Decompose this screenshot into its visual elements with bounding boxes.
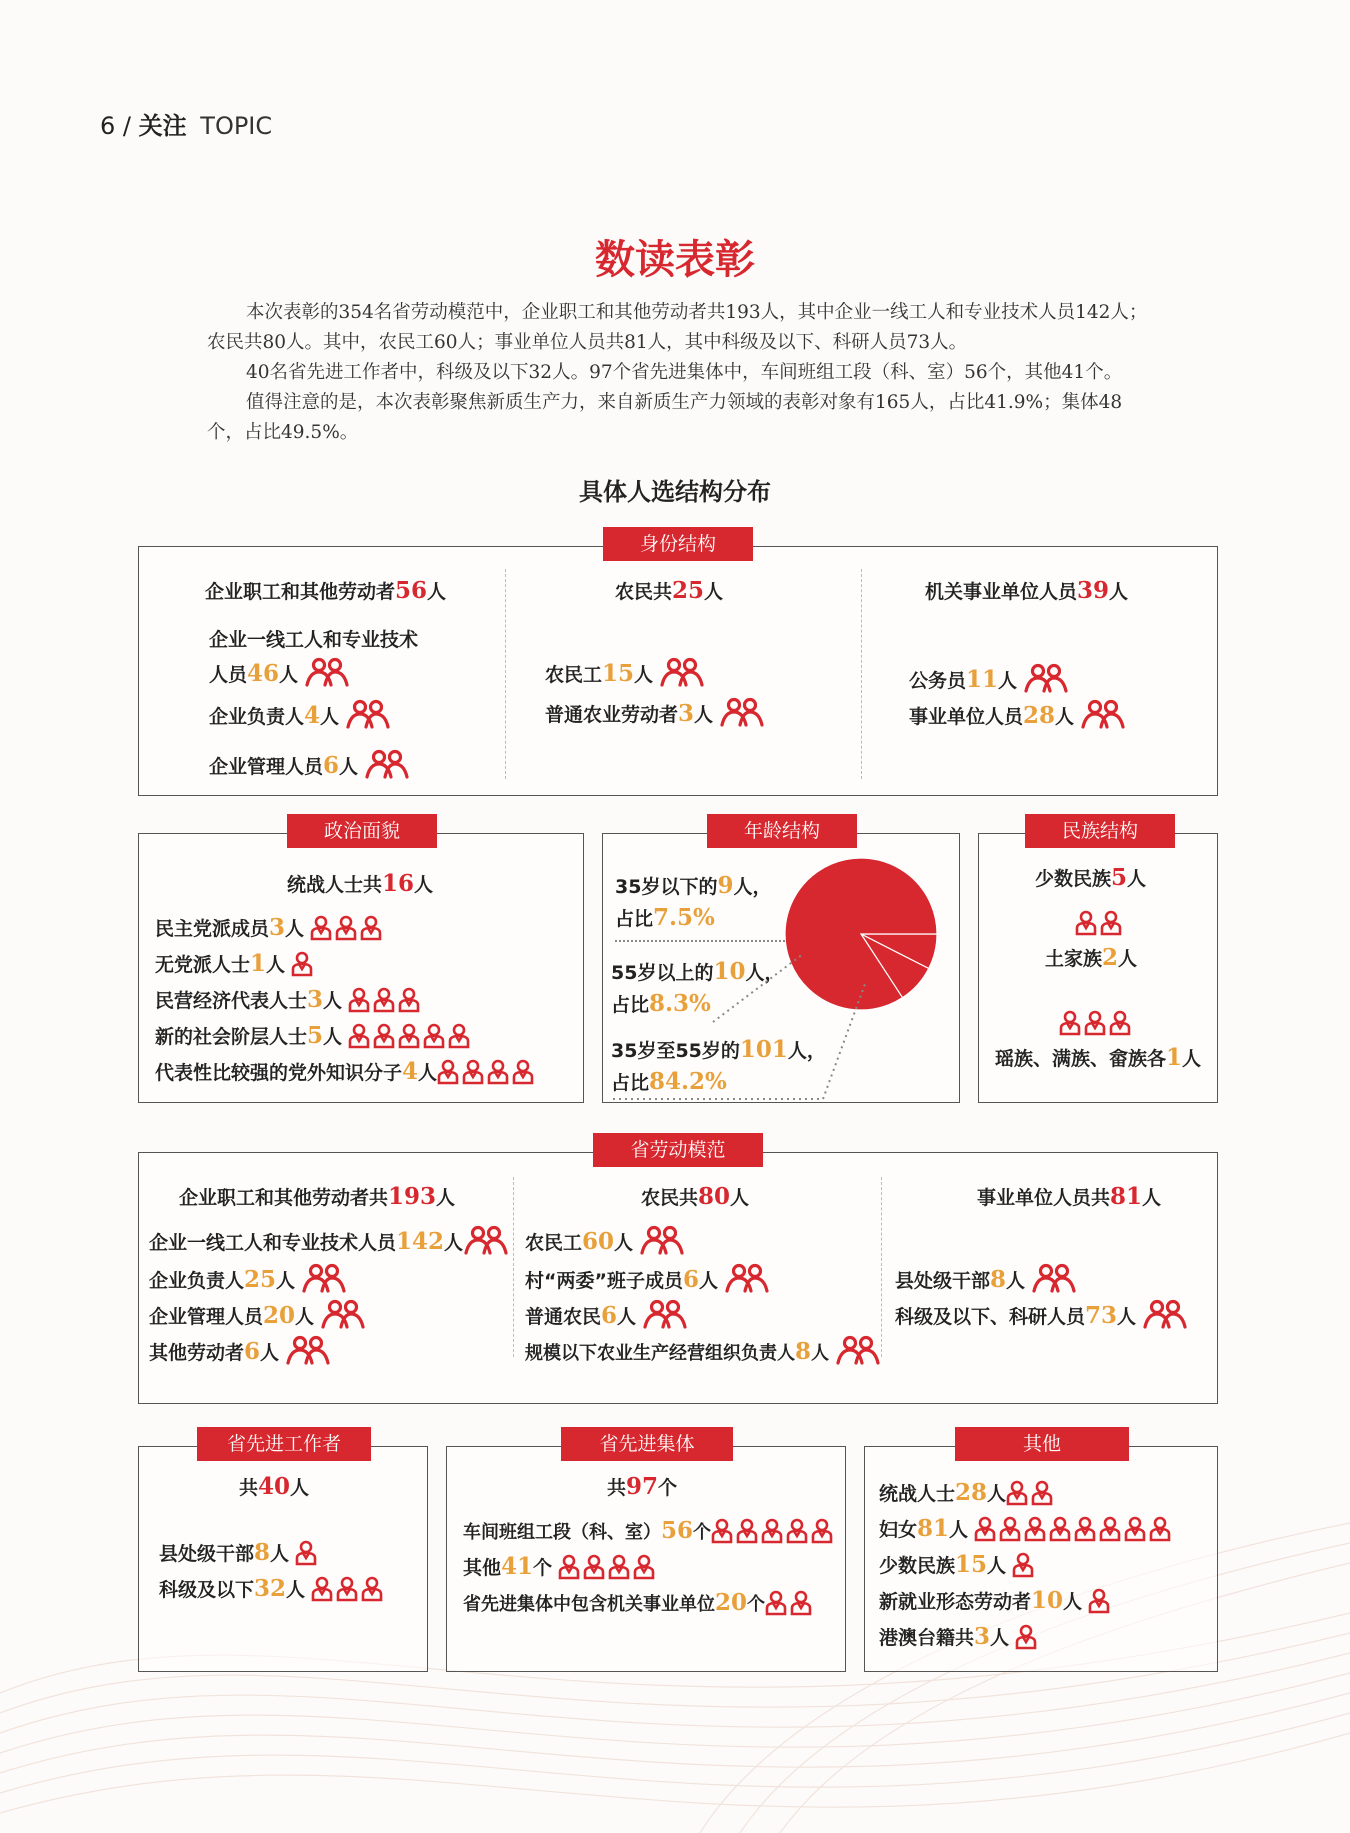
ethnic-head: 少数民族5人: [1035, 864, 1147, 891]
people-pair-icon: [320, 1299, 366, 1329]
person-icon: [291, 951, 313, 977]
labor-model-tab: 省劳动模范: [593, 1133, 763, 1167]
person-icon-group: [291, 951, 316, 977]
person-icon: [311, 1576, 333, 1602]
advanced-collective-item: 省先进集体中包含机关事业单位20个: [463, 1589, 815, 1616]
column-divider: [505, 569, 506, 779]
advanced-collective-head: 共97个: [607, 1473, 678, 1500]
column-divider: [513, 1177, 514, 1357]
leader-line: [615, 940, 785, 942]
political-item: 代表性比较强的党外知识分子4人: [155, 1058, 537, 1085]
person-icon: [1149, 1516, 1171, 1542]
person-icon-group: [1059, 1010, 1134, 1036]
person-icon: [437, 1059, 459, 1085]
identity-col1-item: 企业管理人员6人: [209, 749, 410, 779]
advanced-worker-tab: 省先进工作者: [197, 1427, 371, 1461]
person-icon-group: [1075, 910, 1125, 936]
person-icon-group: [348, 987, 423, 1013]
labor-col2-head: 农民共80人: [641, 1183, 750, 1210]
person-icon: [348, 987, 370, 1013]
advanced-worker-box: [138, 1433, 428, 1672]
person-icon: [786, 1518, 808, 1544]
person-icon: [736, 1518, 758, 1544]
person-icon: [336, 1576, 358, 1602]
labor-col3-item: 科级及以下、科研人员73人: [895, 1299, 1188, 1329]
person-icon: [765, 1590, 787, 1616]
person-icon: [373, 1023, 395, 1049]
ethnic-item: 土家族2人: [1045, 944, 1138, 971]
advanced-collective-box: [446, 1433, 846, 1672]
political-item: 无党派人士1人: [155, 950, 316, 977]
person-icon: [361, 1576, 383, 1602]
identity-col2-item: 农民工15人: [545, 657, 705, 687]
person-icon: [512, 1059, 534, 1085]
person-icon-group: [1088, 1588, 1113, 1614]
labor-col1-item: 企业负责人25人: [149, 1263, 347, 1293]
age-item: 35岁至55岁的101人，: [611, 1036, 826, 1063]
person-icon: [310, 915, 332, 941]
identity-col1-head: 企业职工和其他劳动者56人: [205, 577, 447, 604]
political-item: 民主党派成员3人: [155, 914, 385, 941]
person-icon: [1100, 910, 1122, 936]
identity-col1-item: 人员46人: [209, 657, 350, 687]
person-icon: [398, 1023, 420, 1049]
ethnic-box: [978, 820, 1218, 1103]
ethnic-tab: 民族结构: [1025, 814, 1175, 848]
person-icon-group: [348, 1023, 473, 1049]
advanced-collective-item: 其他41个: [463, 1553, 658, 1580]
political-box: [138, 820, 584, 1103]
people-pair-icon: [345, 699, 391, 729]
labor-col2-item: 农民工60人: [525, 1225, 685, 1255]
person-icon-group: [974, 1516, 1174, 1542]
person-icon: [1012, 1552, 1034, 1578]
identity-box: [138, 533, 1218, 796]
identity-col1-item: 企业负责人4人: [209, 699, 391, 729]
labor-col1-head: 企业职工和其他劳动者共193人: [179, 1183, 456, 1210]
identity-tab: 身份结构: [603, 527, 753, 561]
people-pair-icon: [304, 657, 350, 687]
person-icon: [583, 1554, 605, 1580]
page-header: [100, 106, 272, 141]
person-icon: [1099, 1516, 1121, 1542]
other-box: [864, 1433, 1218, 1672]
labor-col2-item: 村“两委”班子成员6人: [525, 1263, 770, 1293]
advanced-worker-item: 科级及以下32人: [159, 1575, 386, 1602]
labor-col3-item: 县处级干部8人: [895, 1263, 1077, 1293]
intro-text: [207, 298, 1155, 448]
person-icon: [335, 915, 357, 941]
column-divider: [881, 1177, 882, 1357]
ethnic-icons-2: [1075, 910, 1125, 936]
header-slash: /: [122, 112, 139, 140]
person-icon: [790, 1590, 812, 1616]
person-icon: [608, 1554, 630, 1580]
people-pair-icon: [1080, 699, 1126, 729]
people-pair-icon: [642, 1299, 688, 1329]
political-tab: 政治面貌: [287, 814, 437, 848]
people-pair-icon: [301, 1263, 347, 1293]
person-icon: [1088, 1588, 1110, 1614]
other-item: 少数民族15人: [879, 1551, 1037, 1578]
person-icon: [1031, 1480, 1053, 1506]
person-icon: [1059, 1010, 1081, 1036]
identity-col3-head: 机关事业单位人员39人: [925, 577, 1129, 604]
age-pie-chart: [781, 854, 941, 1014]
labor-model-box: [138, 1139, 1218, 1404]
person-icon: [633, 1554, 655, 1580]
section-topic: TOPIC: [200, 112, 273, 140]
people-pair-icon: [1023, 663, 1069, 693]
person-icon: [360, 915, 382, 941]
labor-col2-item: 规模以下农业生产经营组织负责人8人: [525, 1335, 881, 1365]
person-icon-group: [711, 1518, 836, 1544]
other-tab: 其他: [955, 1427, 1129, 1461]
people-pair-icon: [724, 1263, 770, 1293]
column-divider: [861, 569, 862, 779]
person-icon: [1024, 1516, 1046, 1542]
age-item-pct: 占比84.2%: [611, 1068, 727, 1095]
intro-paragraph: 本次表彰的354名省劳动模范中，企业职工和其他劳动者共193人，其中企业一线工人和专业技术人员142人；农民共80人。其中，农民工60人；事业单位人员共81人，其中科级及以下、科研人员73人。: [207, 302, 1148, 353]
person-icon: [448, 1023, 470, 1049]
identity-col1-item: 企业一线工人和专业技术: [209, 629, 419, 651]
person-icon: [1124, 1516, 1146, 1542]
person-icon: [1074, 1516, 1096, 1542]
advanced-collective-item: 车间班组工段（科、室）56个: [463, 1517, 836, 1544]
age-box: [602, 820, 960, 1103]
section-name: 关注: [138, 112, 187, 140]
labor-col3-head: 事业单位人员共81人: [977, 1183, 1162, 1210]
person-icon: [487, 1059, 509, 1085]
person-icon-group: [1012, 1552, 1037, 1578]
person-icon: [1109, 1010, 1131, 1036]
advanced-worker-item: 县处级干部8人: [159, 1539, 320, 1566]
person-icon: [558, 1554, 580, 1580]
person-icon-group: [765, 1590, 815, 1616]
identity-col2-head: 农民共25人: [615, 577, 724, 604]
person-icon: [398, 987, 420, 1013]
people-pair-icon: [285, 1335, 331, 1365]
age-tab: 年龄结构: [707, 814, 857, 848]
labor-col1-item: 其他劳动者6人: [149, 1335, 331, 1365]
identity-col2-item: 普通农业劳动者3人: [545, 697, 765, 727]
person-icon: [999, 1516, 1021, 1542]
person-icon-group: [311, 1576, 386, 1602]
person-icon: [811, 1518, 833, 1544]
advanced-collective-tab: 省先进集体: [561, 1427, 733, 1461]
person-icon-group: [437, 1059, 537, 1085]
ethnic-item: 瑶族、满族、畲族各1人: [995, 1044, 1202, 1071]
person-icon: [295, 1540, 317, 1566]
other-item: 统战人士28人: [879, 1479, 1056, 1506]
people-pair-icon: [639, 1225, 685, 1255]
people-pair-icon: [659, 657, 705, 687]
person-icon: [1049, 1516, 1071, 1542]
advanced-worker-head: 共40人: [239, 1473, 310, 1500]
person-icon: [711, 1518, 733, 1544]
person-icon: [1084, 1010, 1106, 1036]
labor-col2-item: 普通农民6人: [525, 1299, 688, 1329]
people-pair-icon: [364, 749, 410, 779]
age-item: 55岁以上的10人，: [611, 958, 784, 985]
page-number: 6: [100, 112, 116, 140]
intro-paragraph: 40名省先进工作者中，科级及以下32人。97个省先进集体中，车间班组工段（科、室）56个，其他41个。: [246, 362, 1123, 383]
person-icon: [462, 1059, 484, 1085]
person-icon-group: [1015, 1624, 1040, 1650]
other-item: 妇女81人: [879, 1515, 1174, 1542]
people-pair-icon: [1142, 1299, 1188, 1329]
people-pair-icon: [835, 1335, 881, 1365]
person-icon: [373, 987, 395, 1013]
people-pair-icon: [719, 697, 765, 727]
section-subtitle: 具体人选结构分布: [579, 478, 771, 506]
person-icon-group: [1006, 1480, 1056, 1506]
political-head: 统战人士共16人: [287, 870, 434, 897]
person-icon: [1006, 1480, 1028, 1506]
people-pair-icon: [463, 1225, 509, 1255]
person-icon-group: [558, 1554, 658, 1580]
identity-col3-item: 公务员11人: [909, 663, 1069, 693]
people-pair-icon: [1031, 1263, 1077, 1293]
person-icon: [348, 1023, 370, 1049]
labor-col1-item: 企业管理人员20人: [149, 1299, 366, 1329]
age-item-pct: 占比8.3%: [611, 990, 711, 1017]
ethnic-icons-3: [1059, 1010, 1134, 1036]
person-icon-group: [295, 1540, 320, 1566]
person-icon: [974, 1516, 996, 1542]
other-item: 港澳台籍共3人: [879, 1623, 1040, 1650]
other-item: 新就业形态劳动者10人: [879, 1587, 1113, 1614]
age-item-pct: 占比7.5%: [615, 904, 715, 931]
intro-paragraph: 值得注意的是，本次表彰聚焦新质生产力，来自新质生产力领域的表彰对象有165人，占比41.9%；集体48个，占比49.5%。: [207, 392, 1123, 443]
labor-col1-item: 企业一线工人和专业技术人员142人: [149, 1225, 509, 1255]
person-icon: [423, 1023, 445, 1049]
political-item: 新的社会阶层人士5人: [155, 1022, 473, 1049]
person-icon: [1015, 1624, 1037, 1650]
person-icon: [1075, 910, 1097, 936]
page-title: 数读表彰: [595, 236, 755, 283]
person-icon-group: [310, 915, 385, 941]
person-icon: [761, 1518, 783, 1544]
political-item: 民营经济代表人士3人: [155, 986, 423, 1013]
identity-col3-item: 事业单位人员28人: [909, 699, 1126, 729]
age-item: 35岁以下的9人，: [615, 872, 772, 899]
